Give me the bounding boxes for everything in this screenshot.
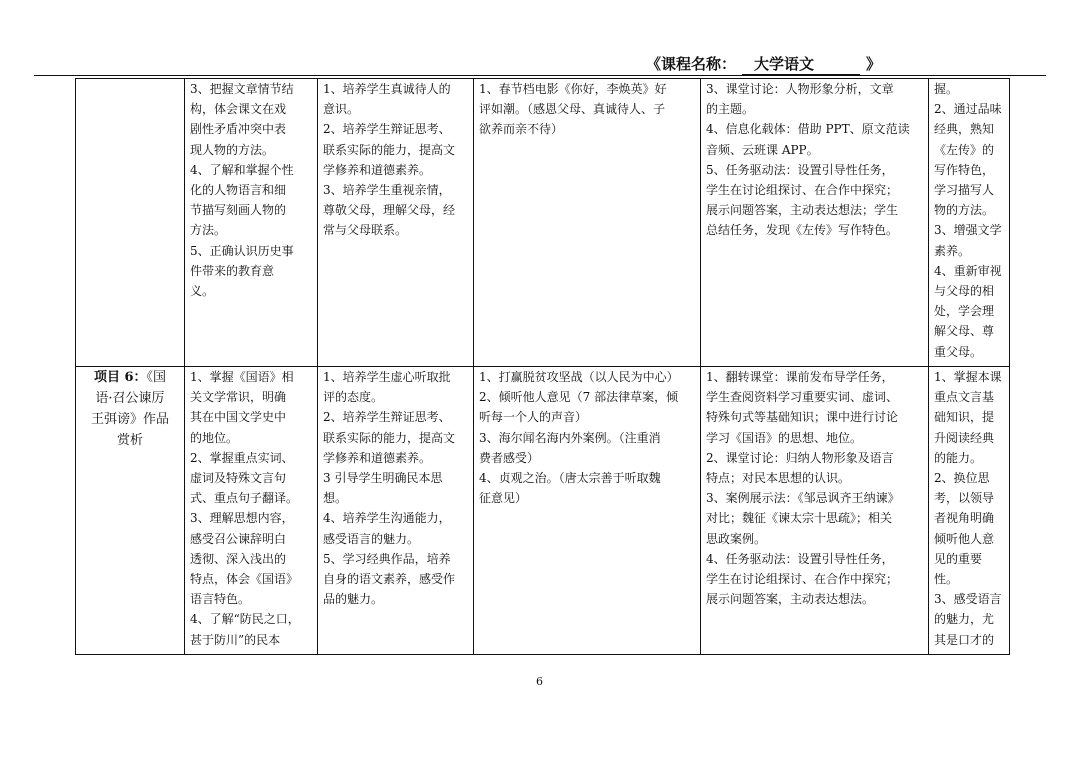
cell-text-line: 4、任务驱动法：设置引导性任务， [706,551,894,566]
cell-text-line: 3、海尔闻名海内外案例。（注重消 [479,430,661,445]
cell-text-line: 尊敬父母，理解父母，经 [323,203,456,218]
cell-text-line: 1、培养学生真诚待人的 [323,82,451,96]
cell-text-line: 4、了解和掌握个性 [190,162,294,177]
cell-text-line: 学修养和道德素养。 [323,162,432,177]
cell-text-line: 倾听他人意 [934,531,995,546]
cell-text-line: 的魅力，尤 [934,612,995,627]
cell-text-line: 件带来的教育意 [190,263,275,278]
values-cell [318,79,474,367]
cell-text-line: 2、掌握重点实词、 [190,450,294,465]
objectives-cell [185,79,318,367]
course-title-header [646,53,881,75]
cell-text-line: 对比；魏征《谏太宗十思疏》；相关 [706,511,893,526]
cell-text-line: 听每一个人的声音） [479,410,588,425]
cell-text-line: 式、重点句子翻译。 [190,491,299,506]
cell-text-line: 构，体会课文在戏 [190,102,287,117]
cell-text-line: 握。 [934,82,959,96]
cell-text-line: 3、把握文章情节结 [190,82,294,96]
cell-text-line: 自身的语文素养，感受作 [323,572,456,587]
cell-text-line: 特点；对民本思想的认识。 [706,471,851,486]
cell-text-line: 透彻、深入浅出的 [190,551,287,566]
cell-text-line: 2、课堂讨论：归纳人物形象及语言 [706,450,894,465]
cell-text-line: 2、培养学生辩证思考、 [323,122,451,137]
cell-text-line: 物的方法。 [934,203,995,218]
cell-text-line: 1、打赢脱贫攻坚战（以人民为中心） [479,370,679,384]
cell-text-line: 1、翻转课堂：课前发布导学任务， [706,370,894,384]
cell-text-line: 2、倾听他人意见（7 部法律草案，倾 [479,390,679,405]
cell-text-line: 学生在讨论组探讨、在合作中探究； [706,572,899,587]
cell-text-line: 素养。 [934,243,971,258]
cell-text-line: 1、掌握本课 [934,370,1002,384]
cases-cell [474,367,701,655]
cell-text-line: 关文学常识，明确 [190,390,287,405]
cell-text-line: 重父母。 [934,344,983,359]
cell-text-line: 特点，体会《国语》 [190,572,299,587]
project-name-cell [76,367,185,655]
cell-text-line: 学生查阅资料学习重要实词、虚词、 [706,390,899,405]
project-cell-empty [76,79,185,367]
cell-text-line: 感受召公谏辞明白 [190,531,287,546]
cell-text-line: 《左传》的 [934,142,995,157]
cell-text-line: 意识。 [323,102,360,117]
cell-text-line: 4、贞观之治。（唐太宗善于听取魏 [479,471,661,486]
cell-text-line: 征意见） [479,491,528,506]
cell-text-line: 方法。 [190,223,227,238]
cell-text-line: 2、换位思 [934,471,990,486]
cell-text-line: 的主题。 [706,102,755,117]
cell-text-line: 础知识，提 [934,410,995,425]
cell-text-line: 处，学会理 [934,304,995,319]
cell-text-line: 其在中国文学史中 [190,410,287,425]
cell-text-line: 想。 [323,491,348,506]
cell-text-line: 3、增强文学 [934,223,1002,238]
project-title-line: 语·召公谏厉 [95,391,165,406]
outcomes-cell [929,367,1010,655]
course-name: 大学语文 [742,53,860,75]
cell-text-line: 学习《国语》的思想、地位。 [706,430,863,445]
cell-text-line: 3、培养学生重视亲情， [323,183,451,198]
cell-text-line: 升阅读经典 [934,430,995,445]
cell-text-line: 写作特色， [934,162,995,177]
cell-text-line: 总结任务，发现《左传》写作特色。 [706,223,899,238]
cell-text-line: 1、春节档电影《你好，李焕英》好 [479,82,667,96]
cell-text-line: 5、正确认识历史事 [190,243,294,258]
cases-cell [474,79,701,367]
table-row [76,367,1010,655]
cell-text-line: 1、培养学生虚心听取批 [323,370,451,384]
cell-text-line: 与父母的相 [934,284,995,299]
page-number: 6 [536,675,543,688]
outcomes-cell [929,79,1010,367]
cell-text-line: 3、课堂讨论：人物形象分析，文章 [706,82,894,96]
objectives-cell [185,367,318,655]
cell-text-line: 2、培养学生辩证思考、 [323,410,451,425]
cell-text-line: 3 引导学生明确民本思 [323,471,443,486]
cell-text-line: 5、任务驱动法：设置引导性任务， [706,162,894,177]
cell-text-line: 学生在讨论组探讨、在合作中探究； [706,183,899,198]
cell-text-line: 3、案例展示法：《邹忌讽齐王纳谏》 [706,491,900,506]
cell-text-line: 欲养而亲不待） [479,122,564,137]
cell-text-line: 联系实际的能力，提高文 [323,430,456,445]
cell-text-line: 评如潮。（感恩父母、真诚待人、子 [479,102,666,117]
cell-text-line: 4、培养学生沟通能力， [323,511,451,526]
cell-text-line: 的地位。 [190,430,239,445]
cell-text-line: 的能力。 [934,450,983,465]
cell-text-line: 1、掌握《国语》相 [190,370,294,384]
cell-text-line: 音频、云班课 APP。 [706,142,819,157]
cell-text-line: 者视角明确 [934,511,995,526]
project-title-line: 《国 [146,370,167,385]
cell-text-line: 品的魅力。 [323,592,384,607]
cell-text-line: 考，以领导 [934,491,995,506]
cell-text-line: 5、学习经典作品，培养 [323,551,451,566]
cell-text-line: 性。 [934,572,959,587]
values-cell [318,367,474,655]
cell-text-line: 3、理解思想内容， [190,511,294,526]
cell-text-line: 评的态度。 [323,390,384,405]
teaching-plan-table [75,78,1010,655]
cell-text-line: 常与父母联系。 [323,223,408,238]
table-row [76,79,1010,367]
cell-text-line: 4、信息化载体：借助 PPT、原文范读 [706,122,910,137]
cell-text-line: 剧性矛盾冲突中表 [190,122,287,137]
cell-text-line: 思政案例。 [706,531,767,546]
cell-text-line: 4、重新审视 [934,263,1002,278]
cell-text-line: 展示问题答案，主动表达想法。 [706,592,875,607]
cell-text-line: 展示问题答案，主动表达想法；学生 [706,203,899,218]
course-title-prefix: 《课程名称： [646,55,737,73]
cell-text-line: 见的重要 [934,551,983,566]
cell-text-line: 解父母、尊 [934,324,995,339]
cell-text-line: 现人物的方法。 [190,142,275,157]
cell-text-line: 感受语言的魅力。 [323,531,420,546]
cell-text-line: 经典，熟知 [934,122,995,137]
cell-text-line: 学习描写人 [934,183,995,198]
course-title-suffix: 》 [866,55,882,73]
cell-text-line: 费者感受） [479,450,540,465]
cell-text-line: 4、了解“防民之口， [190,612,300,627]
project-title-line: 王弭谤》作品 [90,412,169,427]
cell-text-line: 3、感受语言 [934,592,1002,607]
cell-text-line: 重点文言基 [934,390,995,405]
project-number: 项目 6： [93,370,147,385]
header-rule [34,75,1046,76]
project-title-line: 赏析 [116,433,143,448]
cell-text-line: 义。 [190,284,215,299]
cell-text-line: 甚于防川”的民本 [190,632,281,647]
cell-text-line: 化的人物语言和细 [190,183,287,198]
cell-text-line: 特殊句式等基础知识；课中进行讨论 [706,410,899,425]
project-name [81,367,179,451]
cell-text-line: 联系实际的能力，提高文 [323,142,456,157]
methods-cell [701,367,929,655]
cell-text-line: 学修养和道德素养。 [323,450,432,465]
cell-text-line: 语言特色。 [190,592,251,607]
cell-text-line: 2、通过品味 [934,102,1002,117]
cell-text-line: 节描写刻画人物的 [190,203,287,218]
methods-cell [701,79,929,367]
cell-text-line: 其是口才的 [934,632,995,647]
cell-text-line: 虚词及特殊文言句 [190,471,287,486]
